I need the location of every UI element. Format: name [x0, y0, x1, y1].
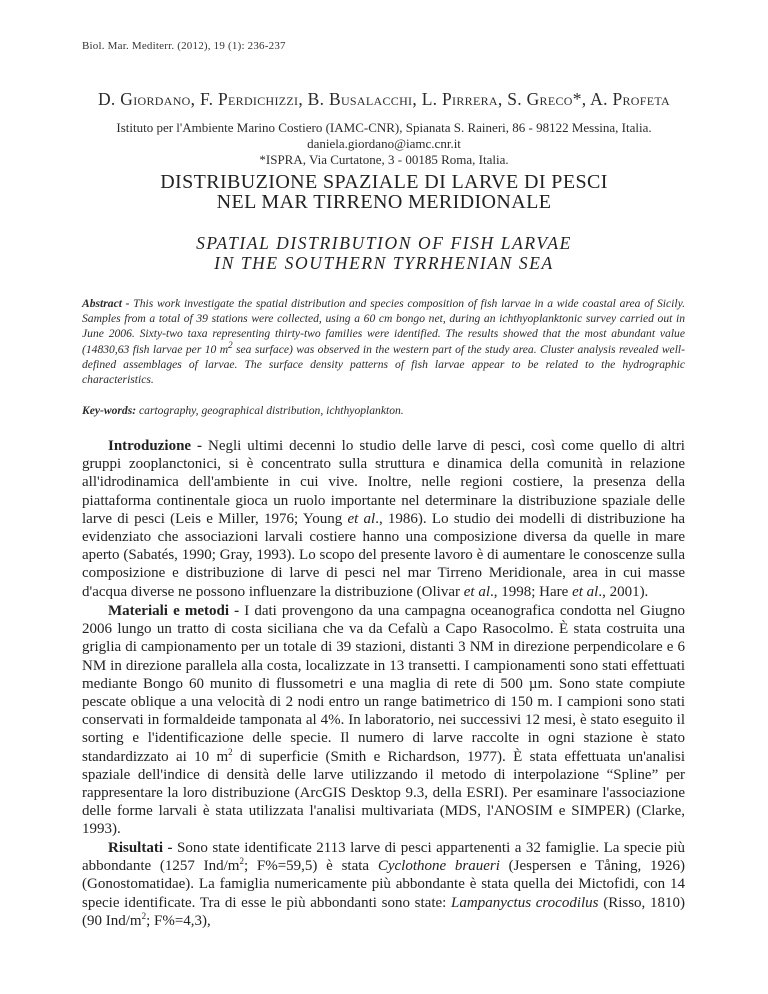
contact-email[interactable]: daniela.giordano@iamc.cnr.it — [307, 136, 461, 151]
intro-text: ., 1998; Hare — [490, 583, 573, 600]
methods-heading: Materiali e metodi - — [108, 603, 240, 619]
methods-text: di superficie (Smith e Richardson, 1977). È stata effettuata un'analisi spaziale dell'indice di densità delle larve utilizzando il metodo di interpolazione “Spline” per rappresentare la loro distribuzione (ArcGIS Desktop 9.3, della ESRI). Per esaminare l'associazione delle forme larvali è stata utilizzata l'analisi multivariata (MDS, l'ANOSIM e SIMPER) (Clarke, 1993). — [82, 748, 685, 838]
intro-paragraph — [82, 437, 685, 601]
affiliations — [0, 120, 768, 168]
section-results — [82, 839, 685, 930]
results-text: ; F%=59,5) è stata — [243, 858, 378, 875]
intro-text: ., 1986). Lo studio dei modelli di distribuzione ha evidenziato che associazioni larvali costiere hanno una composizione diversa da quelle in mare aperto (Sabatés, 1990; Gray, 1993). Lo scopo del presente lavoro è di aumentare le conoscenze sulla composizione e distribuzione di larve di pesci nel mar Tirreno Meridionale, area in cui masse d'acqua diverse ne possono influenzare la distribuzione (Olivar — [82, 510, 685, 600]
keywords-label: Key-words: — [82, 404, 137, 417]
section-methods — [82, 602, 685, 839]
results-superscript: 2 — [141, 910, 147, 921]
abstract-superscript: 2 — [228, 339, 233, 350]
affiliation-primary: Istituto per l'Ambiente Marino Costiero (IAMC-CNR), Spianata S. Raineri, 86 - 98122 Messina, Italia. — [116, 120, 652, 135]
title-italian-line1: DISTRIBUZIONE SPAZIALE DI LARVE DI PESCI — [160, 171, 608, 193]
abstract — [82, 296, 685, 387]
species-name: Cyclothone braueri — [377, 858, 500, 875]
abstract-text-cont: sea surface) was observed in the western part of the study area. Cluster analysis revealed well-defined assemblages of larvae. The surface density patterns of fish larvae appear to be related to the hydrographic characteristics. — [82, 342, 686, 387]
intro-text: ., 2001). — [598, 583, 649, 600]
affiliation-secondary: *ISPRA, Via Curtatone, 3 - 00185 Roma, Italia. — [259, 152, 509, 167]
intro-text: Negli ultimi decenni lo studio delle larve di pesci, così come quello di altri gruppi zooplanctonici, si è concentrato sulla struttura e dinamica della comunità in relazione all'idrodinamica dell'ambiente in cui vive. Inoltre, nelle regioni costiere, la presenza della piattaforma continentale gioca un ruolo importante nel determinare la distribuzione spaziale delle larve di pesci (Leis e Miller, 1976; Young — [82, 438, 685, 527]
results-text: (Jespersen e Tåning, 1926) (Gonostomatidae). La famiglia numericamente più abbondante è stata quella dei Mictofidi, con 14 specie identificate. Tra di esse le più abbondanti sono state: — [82, 858, 685, 911]
journal-reference: Biol. Mar. Mediterr. (2012), 19 (1): 236-237 — [82, 40, 286, 52]
abstract-label: Abstract - — [82, 297, 130, 310]
keywords — [82, 404, 685, 417]
intro-etal: et al — [463, 583, 490, 600]
section-introduction — [82, 437, 685, 601]
methods-text: I dati provengono da una campagna oceanografica condotta nel Giugno 2006 lungo un tratto di costa siciliana che va da Cefalù a Capo Rasocolmo. È stata costruita una griglia di campionamento per un totale di 39 stazioni, distanti 3 NM in direzione perpendicolare e 6 NM in direzione parallela alla costa, localizzate in 13 transetti. I campionamenti sono stati effettuati mediante Bongo 60 munito di flussometri e una maglia di rete di 500 µm. Sono state compiute pescate oblique a una velocità di 2 nodi entro un range batimetrico di 150 m. I campioni sono stati conservati in formaldeide tamponata al 4%. In laboratorio, nei successivi 12 mesi, è stato eseguito il sorting e l'identificazione delle specie. Il numero di larve raccolte in ogni stazione è stato standardizzato ai 10 m — [82, 603, 686, 765]
title-english-line1: SPATIAL DISTRIBUTION OF FISH LARVAE — [196, 233, 572, 253]
intro-etal: et al — [347, 510, 376, 527]
results-text: ; F%=4,3), — [146, 912, 211, 929]
title-english-line2: IN THE SOUTHERN TYRRHENIAN SEA — [214, 253, 554, 273]
species-name: Lampanyctus crocodilus — [451, 894, 599, 911]
intro-etal: et al — [572, 583, 599, 600]
abstract-text: This work investigate the spatial distribution and species composition of fish larvae in a wide coastal area of Sicily. Samples from a total of 39 stations were collected, using a 60 cm bongo net, during an ichthyoplanktonic survey carried out in June 2006. Sixty-two taxa representing thirty-two families were identified. The results showed that the most abundant value (14830,63 fish larvae per 10 m — [82, 297, 686, 356]
title-italian-line2: NEL MAR TIRRENO MERIDIONALE — [216, 191, 552, 213]
results-text: Sono state identificate 2113 larve di pesci appartenenti a 32 famiglie. La specie più abbondante (1257 Ind/m — [82, 840, 686, 875]
results-superscript: 2 — [239, 856, 244, 867]
keywords-text: cartography, geographical distribution, ichthyoplankton. — [136, 404, 404, 417]
results-text: (Risso, 1810) (90 Ind/m — [82, 894, 685, 929]
methods-paragraph — [82, 602, 685, 839]
methods-superscript: 2 — [228, 746, 233, 757]
results-paragraph — [82, 839, 685, 930]
intro-heading: Introduzione - — [108, 438, 203, 454]
title-italian — [0, 172, 768, 212]
title-english — [0, 233, 768, 273]
author-list: D. Giordano, F. Perdichizzi, B. Busalacchi, L. Pirrera, S. Greco*, A. Profeta — [97, 89, 671, 109]
results-heading: Risultati - — [108, 840, 173, 856]
